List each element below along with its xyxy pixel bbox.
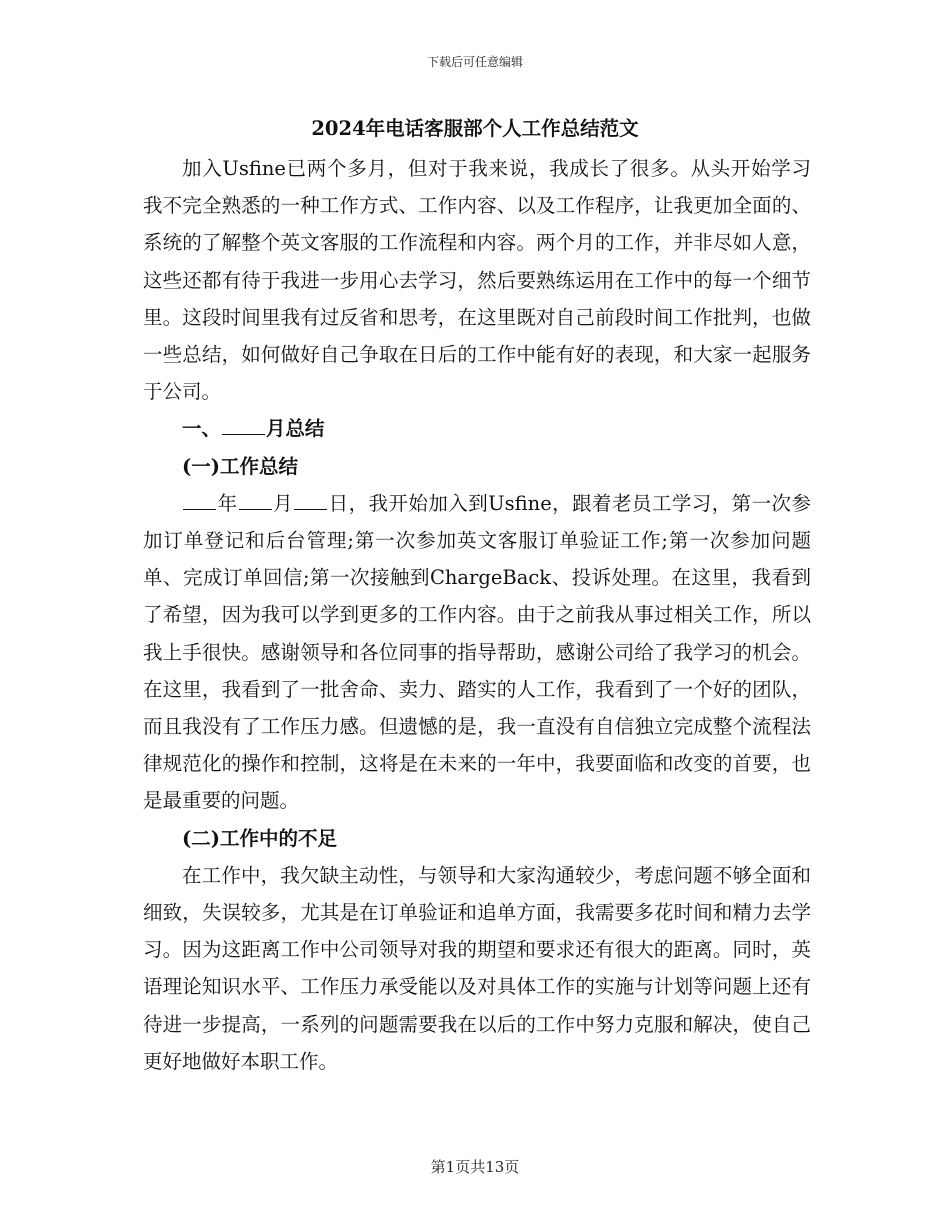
subsection-heading-work-summary: (一)工作总结 — [182, 454, 298, 478]
shortcomings-paragraph: 在工作中，我欠缺主动性，与领导和大家沟通较少，考虑问题不够全面和细致，失误较多，尤其是在订单验证和追单方面，我需要多花时间和精力去学习。因为这距离工作中公司领导对我的期望和要求还有很大的距离。同时，英语理论知识水平、工作压力承受能以及对具体工作的实施与计划等问题上还有待进一步提高，一系列的问题需要我在以后的工作中努力克服和解决，使自己更好地做好本职工作。 — [143, 863, 811, 1073]
unit-year: 年 — [217, 491, 238, 515]
intro-paragraph: 加入Usfine已两个多月，但对于我来说，我成长了很多。从头开始学习我不完全熟悉的一种工作方式、工作内容、以及工作程序，让我更加全面的、系统的了解整个英文客服的工作流程和内容。两个月的工作，并非尽如人意，这些还都有待于我进一步用心去学习，然后要熟练运用在工作中的每一个细节里。这段时间里我有过反省和思考，在这里既对自己前段时间工作批判，也做一些总结，如何做好自己争取在日后的工作中能有好的表现，和大家一起服务于公司。 — [143, 157, 811, 404]
section-heading-1 — [143, 410, 811, 447]
blank-underline — [239, 491, 272, 510]
section-title: 月总结 — [265, 417, 325, 441]
work-summary-text: ，我开始加入到Usfine，跟着老员工学习，第一次参加订单登记和后台管理;第一次参加英文客服订单验证工作;第一次参加问题单、完成订单回信;第一次接触到ChargeBack、投诉处理。在这里，我看到了希望，因为我可以学到更多的工作内容。由于之前我从事过相关工作，所以我上手很快。感谢领导和各位同事的指导帮助，感谢公司给了我学习的机会。在这里，我看到了一批舍命、卖力、踏实的人工作，我看到了一个好的团队，而且我没有了工作压力感。但遗憾的是，我一直没有自信独立完成整个流程法律规范化的操作和控制，这将是在未来的一年中，我要面临和改变的首要，也是最重要的问题。 — [143, 491, 811, 813]
document-title: 2024年电话客服部个人工作总结范文 — [311, 117, 639, 140]
section-number: 一、 — [182, 417, 222, 441]
unit-day: 日 — [328, 491, 349, 515]
page-footer-indicator: 第1页共13页 — [430, 1158, 520, 1176]
blank-underline — [294, 491, 327, 510]
blank-underline — [222, 417, 265, 436]
document-body — [143, 150, 811, 1080]
subsection-heading-shortcomings: (二)工作中的不足 — [182, 826, 337, 850]
work-summary-paragraph — [143, 485, 811, 820]
unit-month: 月 — [272, 491, 294, 515]
blank-underline — [183, 491, 216, 510]
page-header-note: 下载后可任意编辑 — [426, 55, 523, 69]
